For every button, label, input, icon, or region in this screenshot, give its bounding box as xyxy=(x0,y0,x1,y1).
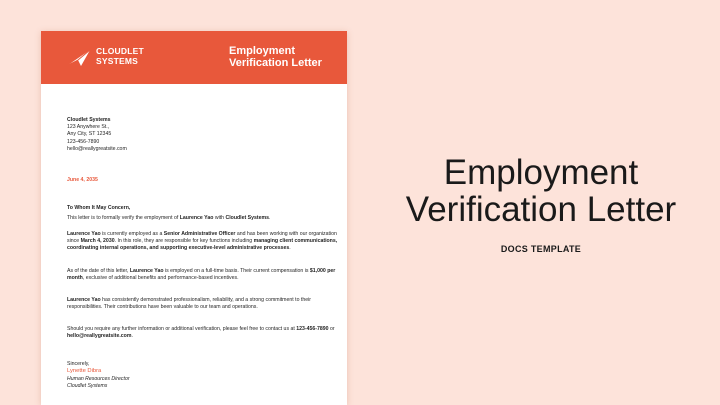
sender-phone: 123-456-7890 xyxy=(67,138,100,145)
logo-text xyxy=(96,47,144,66)
signer-name: Lynette Dibra xyxy=(67,368,102,374)
p1-company: Cloudlet Systems xyxy=(225,215,270,221)
signer-title: Human Resources Director xyxy=(67,376,130,382)
p4-text-a: has consistently demonstrated professionalism, reliability, and a strong commitment to their responsibilities. Their contributions have been valuable to our team and operations. xyxy=(67,297,312,311)
p2-start-date: March 4, 2030 xyxy=(80,238,115,245)
paragraph-position xyxy=(67,231,347,253)
p5-phone: 123-456-7890 xyxy=(296,326,329,332)
p2-position: Senior Administrative Officer xyxy=(163,231,236,237)
p3-salary: $1,000 per month xyxy=(67,268,336,282)
letter-document xyxy=(41,31,347,405)
sender-address xyxy=(67,117,347,153)
letter-header xyxy=(41,31,347,84)
letter-title-line-2: Verification Letter xyxy=(229,57,322,69)
signer-company: Cloudlet Systems xyxy=(67,383,108,389)
p1-text-c: . xyxy=(269,215,271,221)
logo-line-2: SYSTEMS xyxy=(96,55,139,66)
template-title-line-1: Employment xyxy=(443,153,639,192)
company-logo xyxy=(67,47,187,69)
p1-employee: Laurence Yao xyxy=(179,215,214,221)
p2-text-c: . In this role, they are responsible for key functions including xyxy=(114,238,254,245)
salutation: To Whom It May Concern, xyxy=(67,205,131,211)
p1-text-a: This letter is to formally verify the employment of xyxy=(67,215,180,221)
p5-text-c: . xyxy=(131,333,133,340)
template-subtitle: DOCS TEMPLATE xyxy=(500,244,582,254)
p3-text-b: is employed on a full-time basis. Their current compensation is xyxy=(163,268,310,274)
p2-text-b: and has been working with our organization since xyxy=(67,231,337,245)
sender-email: hello@reallygreatsite.com xyxy=(67,145,127,152)
logo-line-1: CLOUDLET xyxy=(96,46,144,56)
p2-text-a: is currently employed as a xyxy=(100,231,164,237)
paper-plane-logo-icon xyxy=(67,49,91,67)
sender-street: 123 Anywhere St., xyxy=(67,124,110,131)
closing: Sincerely, xyxy=(67,361,90,367)
letter-title xyxy=(229,45,339,69)
p3-employee: Laurence Yao xyxy=(129,268,164,274)
letter-date: June 4, 2035 xyxy=(67,177,98,183)
p1-text-b: with xyxy=(213,215,226,221)
p5-text-b: or xyxy=(328,326,335,332)
sender-city: Any City, ST 12345 xyxy=(67,131,112,138)
template-title-line-2: Verification Letter xyxy=(405,190,677,229)
p3-text-c: , exclusive of additional benefits and performance-based incentives. xyxy=(82,275,239,282)
paragraph-compensation xyxy=(67,268,347,282)
paragraph-contact xyxy=(67,326,347,340)
p5-text-a: Should you require any further information or additional verification, please feel free to contact us at xyxy=(67,326,297,332)
letter-title-line-1: Employment xyxy=(229,45,296,57)
sender-company: Cloudlet Systems xyxy=(67,117,111,123)
paragraph-performance xyxy=(67,297,347,311)
p2-employee: Laurence Yao xyxy=(67,231,101,237)
p5-email: hello@reallygreatsite.com xyxy=(67,333,132,340)
template-title xyxy=(372,154,710,228)
p3-text-a: As of the date of this letter, xyxy=(67,268,130,274)
p2-text-d: . xyxy=(289,245,291,252)
p4-employee: Laurence Yao xyxy=(67,297,101,303)
p2-duties: managing client communications, coordinating internal operations, and supporting executive-level administrative processes xyxy=(67,238,338,252)
paragraph-verification xyxy=(67,215,347,222)
